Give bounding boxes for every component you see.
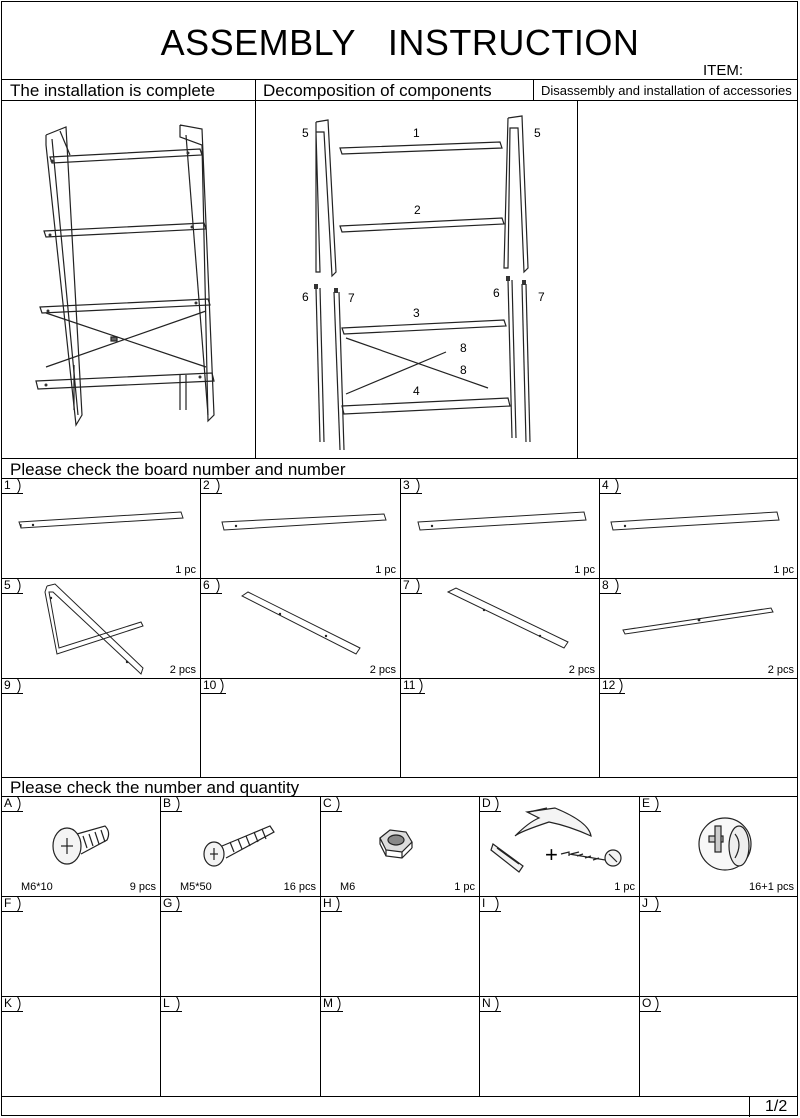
board-number: 5 [4, 578, 11, 592]
hardware-letter: G [163, 896, 173, 910]
cam-lock-icon [639, 796, 797, 892]
hardware-cell-m [320, 996, 479, 1096]
hardware-quantity: 9 pcs [129, 881, 156, 893]
hardware-cell-o [639, 996, 798, 1096]
hardware-spec: M6*10 [21, 881, 53, 893]
board-cell-8 [599, 578, 798, 678]
board-cell-3 [400, 478, 599, 578]
board-quantity: 2 pcs [369, 664, 396, 676]
part-label-5: 5 [534, 126, 541, 140]
board-number-tab [599, 678, 625, 694]
hardware-letter: J [642, 896, 648, 910]
section-complete-title: The installation is complete [10, 81, 216, 100]
part-label-4: 4 [413, 384, 420, 398]
hardware-letter-tab [160, 896, 182, 912]
board-quantity: 1 pc [773, 564, 794, 576]
svg-text:+: + [545, 842, 558, 867]
section-accessories-title: Disassembly and installation of accessories [541, 83, 792, 98]
shelf-assembled-drawing [30, 115, 230, 435]
hardware-letter-tab [479, 996, 501, 1012]
hardware-letter: D [482, 796, 491, 810]
hardware-letter: F [4, 896, 12, 910]
part-label-7: 7 [538, 290, 545, 304]
hardware-cell-a [1, 796, 160, 896]
hardware-cell-g [160, 896, 320, 996]
hex-nut-icon [320, 796, 478, 892]
board-cell-7 [400, 578, 599, 678]
divider [749, 1096, 750, 1117]
board-drawing [1, 478, 191, 578]
board-number-tab [200, 678, 226, 694]
board-number: 3 [403, 478, 410, 492]
section-decomposition-title: Decomposition of components [263, 81, 492, 100]
part-label-6: 6 [302, 290, 309, 304]
board-cell-9 [1, 678, 200, 778]
board-cell-11 [400, 678, 599, 778]
board-number-tab [1, 678, 23, 694]
board-number: 12 [602, 678, 616, 692]
board-number: 1 [4, 478, 11, 492]
hardware-letter: K [4, 996, 13, 1010]
board-number: 6 [203, 578, 210, 592]
hardware-letter: I [482, 896, 486, 910]
hardware-letter-tab [1, 896, 23, 912]
part-label-3: 3 [413, 306, 420, 320]
hardware-cell-c [320, 796, 479, 896]
item-label: ITEM: [703, 62, 743, 79]
divider [1, 458, 798, 459]
screw-icon [1, 796, 159, 892]
divider [1, 79, 798, 80]
hardware-letter: E [642, 796, 651, 810]
hardware-quantity: 16+1 pcs [749, 881, 794, 893]
divider [255, 79, 256, 458]
board-number: 4 [602, 478, 609, 492]
boards-section-title: Please check the board number and number [10, 460, 346, 479]
divider [533, 79, 534, 100]
page-number: 1/2 [765, 1098, 788, 1115]
hardware-cell-e [639, 796, 798, 896]
hardware-cell-h [320, 896, 479, 996]
hardware-spec: M5*50 [180, 881, 212, 893]
part-label-2: 2 [414, 203, 421, 217]
hardware-cell-n [479, 996, 639, 1096]
hardware-quantity: 16 pcs [283, 881, 316, 893]
hardware-quantity: 1 pc [614, 881, 635, 893]
board-cell-10 [200, 678, 400, 778]
board-cell-6 [200, 578, 400, 678]
board-number: 7 [403, 578, 410, 592]
hardware-cell-j [639, 896, 798, 996]
hardware-cell-k [1, 996, 160, 1096]
wall-anchor-icon [479, 796, 637, 892]
board-number: 9 [4, 678, 11, 692]
hardware-letter: N [482, 996, 491, 1010]
hardware-letter: O [642, 996, 652, 1010]
hardware-letter: B [163, 796, 172, 810]
board-cell-4 [599, 478, 798, 578]
hardware-cell-l [160, 996, 320, 1096]
board-quantity: 2 pcs [568, 664, 595, 676]
hardware-section-title: Please check the number and quantity [10, 778, 300, 797]
board-drawing [400, 478, 590, 578]
board-cell-2 [200, 478, 400, 578]
part-label-7: 7 [348, 291, 355, 305]
hardware-cell-f [1, 896, 160, 996]
board-number: 11 [403, 678, 416, 692]
board-quantity: 2 pcs [169, 664, 196, 676]
board-quantity: 1 pc [175, 564, 196, 576]
hardware-letter-tab [479, 896, 501, 912]
board-quantity: 1 pc [574, 564, 595, 576]
board-cell-12 [599, 678, 798, 778]
divider [577, 100, 578, 458]
divider [1, 1096, 798, 1097]
board-number: 2 [203, 478, 210, 492]
board-cell-1 [1, 478, 200, 578]
hardware-spec: M6 [340, 881, 356, 893]
part-label-1: 1 [413, 126, 420, 140]
board-drawing [599, 478, 789, 578]
part-label-6: 6 [493, 286, 500, 300]
board-number-tab [400, 678, 425, 694]
leg-rail-drawing [400, 578, 590, 678]
hardware-letter-tab [639, 896, 661, 912]
decomposition-drawing [296, 112, 556, 452]
hardware-letter-tab [320, 896, 342, 912]
board-quantity: 1 pc [375, 564, 396, 576]
board-cell-5 [1, 578, 200, 678]
hardware-letter: L [163, 996, 170, 1010]
hardware-letter: A [4, 796, 13, 810]
hardware-cell-b [160, 796, 320, 896]
hardware-letter: H [323, 896, 332, 910]
part-label-8: 8 [460, 363, 467, 377]
hardware-cell-d [479, 796, 639, 896]
hardware-letter-tab [1, 996, 23, 1012]
hardware-letter-tab [160, 996, 182, 1012]
page-title: ASSEMBLY INSTRUCTION [160, 22, 640, 63]
hardware-letter: M [323, 996, 333, 1010]
cross-bar-drawing [599, 578, 789, 678]
hardware-letter-tab [639, 996, 661, 1012]
part-label-8: 8 [460, 341, 467, 355]
part-label-5: 5 [302, 126, 309, 140]
board-number: 10 [203, 678, 217, 692]
hardware-cell-i [479, 896, 639, 996]
board-drawing [200, 478, 390, 578]
side-frame-drawing [1, 578, 191, 678]
hardware-letter: C [323, 796, 332, 810]
board-quantity: 2 pcs [767, 664, 794, 676]
hardware-quantity: 1 pc [454, 881, 475, 893]
wood-screw-icon [160, 796, 318, 892]
leg-rail-drawing [200, 578, 390, 678]
board-number: 8 [602, 578, 609, 592]
hardware-letter-tab [320, 996, 343, 1012]
